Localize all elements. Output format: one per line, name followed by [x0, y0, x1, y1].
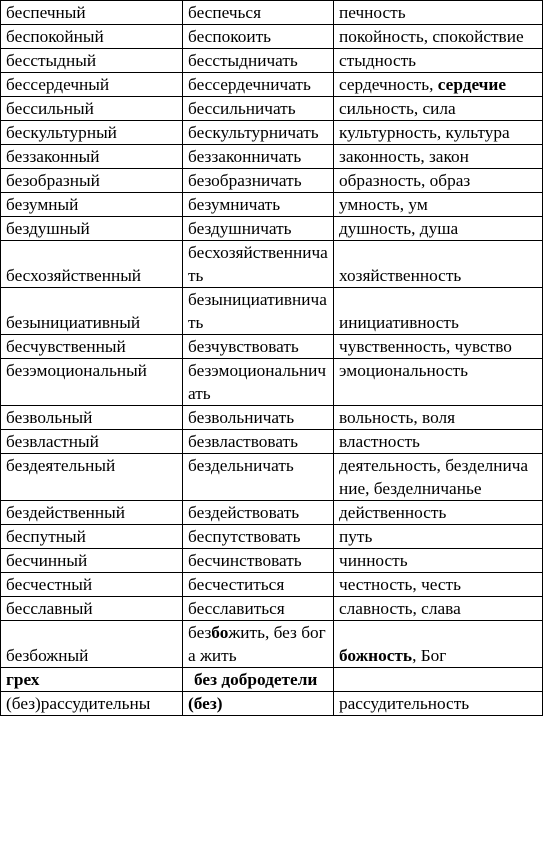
adjective-cell: бесхозяйственный — [1, 241, 183, 288]
table-row — [1, 241, 543, 288]
noun-cell: рассудительность — [334, 692, 543, 716]
noun-cell: сильность, сила — [334, 97, 543, 121]
verb-cell: безэмоциональничать — [183, 359, 334, 406]
verb-cell: без добродетели — [183, 668, 334, 692]
noun-cell: стыдность — [334, 49, 543, 73]
verb-cell: бескультурничать — [183, 121, 334, 145]
adjective-cell: бескультурный — [1, 121, 183, 145]
verb-cell: безчувствовать — [183, 335, 334, 359]
table-row — [1, 49, 543, 73]
noun-cell: умность, ум — [334, 193, 543, 217]
table-row — [1, 406, 543, 430]
table-row — [1, 145, 543, 169]
adjective-cell: безэмоциональный — [1, 359, 183, 406]
adjective-cell: беспечный — [1, 1, 183, 25]
noun-cell: культурность, культура — [334, 121, 543, 145]
noun-text: сердечность, — [339, 75, 438, 94]
verb-cell: бесстыдничать — [183, 49, 334, 73]
table-row — [1, 621, 543, 668]
noun-cell: чувственность, чувство — [334, 335, 543, 359]
adjective-cell: беспокойный — [1, 25, 183, 49]
table-row — [1, 73, 543, 97]
verb-cell: беспокоить — [183, 25, 334, 49]
verb-cell: безумничать — [183, 193, 334, 217]
adjective-cell: безбожный — [1, 621, 183, 668]
table-row — [1, 25, 543, 49]
verb-cell: беспутствовать — [183, 525, 334, 549]
table-row — [1, 454, 543, 501]
noun-cell: деятельность, безделничание, безделничанье — [334, 454, 543, 501]
adjective-cell: безвластный — [1, 430, 183, 454]
adjective-cell: (без)рассудительны — [1, 692, 183, 716]
table-row — [1, 597, 543, 621]
verb-cell: безобразничать — [183, 169, 334, 193]
noun-cell: путь — [334, 525, 543, 549]
table-row — [1, 692, 543, 716]
verb-cell: бесчеститься — [183, 573, 334, 597]
verb-cell: бессердечничать — [183, 73, 334, 97]
table-row — [1, 1, 543, 25]
verb-cell: безвластвовать — [183, 430, 334, 454]
adjective-cell: бессердечный — [1, 73, 183, 97]
adjective-cell: безынициативный — [1, 288, 183, 335]
adjective-cell: бесчестный — [1, 573, 183, 597]
noun-cell — [334, 668, 543, 692]
noun-cell: покойность, спокойствие — [334, 25, 543, 49]
verb-cell: беззаконничать — [183, 145, 334, 169]
adjective-cell: бесчинный — [1, 549, 183, 573]
noun-cell: действенность — [334, 501, 543, 525]
verb-cell: бездействовать — [183, 501, 334, 525]
noun-cell: эмоциональность — [334, 359, 543, 406]
table-row — [1, 217, 543, 241]
verb-cell: (без) — [183, 692, 334, 716]
adjective-cell: бессильный — [1, 97, 183, 121]
verb-bold-text: бо — [211, 623, 229, 642]
verb-cell: бесчинствовать — [183, 549, 334, 573]
adjective-cell: беззаконный — [1, 145, 183, 169]
verb-cell: бездушничать — [183, 217, 334, 241]
adjective-cell: бесславный — [1, 597, 183, 621]
noun-cell: душность, душа — [334, 217, 543, 241]
noun-cell: печность — [334, 1, 543, 25]
noun-cell — [334, 621, 543, 668]
noun-cell: инициативность — [334, 288, 543, 335]
verb-cell: бездельничать — [183, 454, 334, 501]
noun-cell: чинность — [334, 549, 543, 573]
noun-cell: вольность, воля — [334, 406, 543, 430]
noun-cell: образность, образ — [334, 169, 543, 193]
adjective-cell: бездушный — [1, 217, 183, 241]
noun-bold-text: божность — [339, 646, 413, 665]
adjective-cell: бесчувственный — [1, 335, 183, 359]
table-row — [1, 359, 543, 406]
adjective-cell: бездеятельный — [1, 454, 183, 501]
table-row — [1, 335, 543, 359]
table-row — [1, 193, 543, 217]
adjective-cell: беспутный — [1, 525, 183, 549]
table-row — [1, 97, 543, 121]
adjective-cell: безобразный — [1, 169, 183, 193]
verb-text: жить, без бога жить — [188, 623, 326, 665]
noun-cell: честность, честь — [334, 573, 543, 597]
verb-cell: беспечься — [183, 1, 334, 25]
table-row — [1, 430, 543, 454]
table-row — [1, 121, 543, 145]
verb-text: без — [188, 623, 212, 642]
table-row — [1, 169, 543, 193]
noun-cell — [334, 73, 543, 97]
noun-text: , Бог — [412, 646, 447, 665]
verb-cell: бессильничать — [183, 97, 334, 121]
table-row — [1, 288, 543, 335]
table-row — [1, 549, 543, 573]
noun-bold-text: сердечие — [437, 75, 507, 94]
table-row — [1, 525, 543, 549]
verb-cell: бесславиться — [183, 597, 334, 621]
adjective-cell: бесстыдный — [1, 49, 183, 73]
table-row — [1, 501, 543, 525]
verb-cell: бесхозяйственничать — [183, 241, 334, 288]
verb-cell: безвольничать — [183, 406, 334, 430]
adjective-cell: бездейственный — [1, 501, 183, 525]
table-row — [1, 668, 543, 692]
adjective-cell: безумный — [1, 193, 183, 217]
verb-cell — [183, 621, 334, 668]
table-row — [1, 573, 543, 597]
adjective-cell: безвольный — [1, 406, 183, 430]
noun-cell: хозяйственность — [334, 241, 543, 288]
adjective-cell: грех — [1, 668, 183, 692]
noun-cell: властность — [334, 430, 543, 454]
verb-cell: безынициативничать — [183, 288, 334, 335]
noun-cell: законность, закон — [334, 145, 543, 169]
noun-cell: славность, слава — [334, 597, 543, 621]
